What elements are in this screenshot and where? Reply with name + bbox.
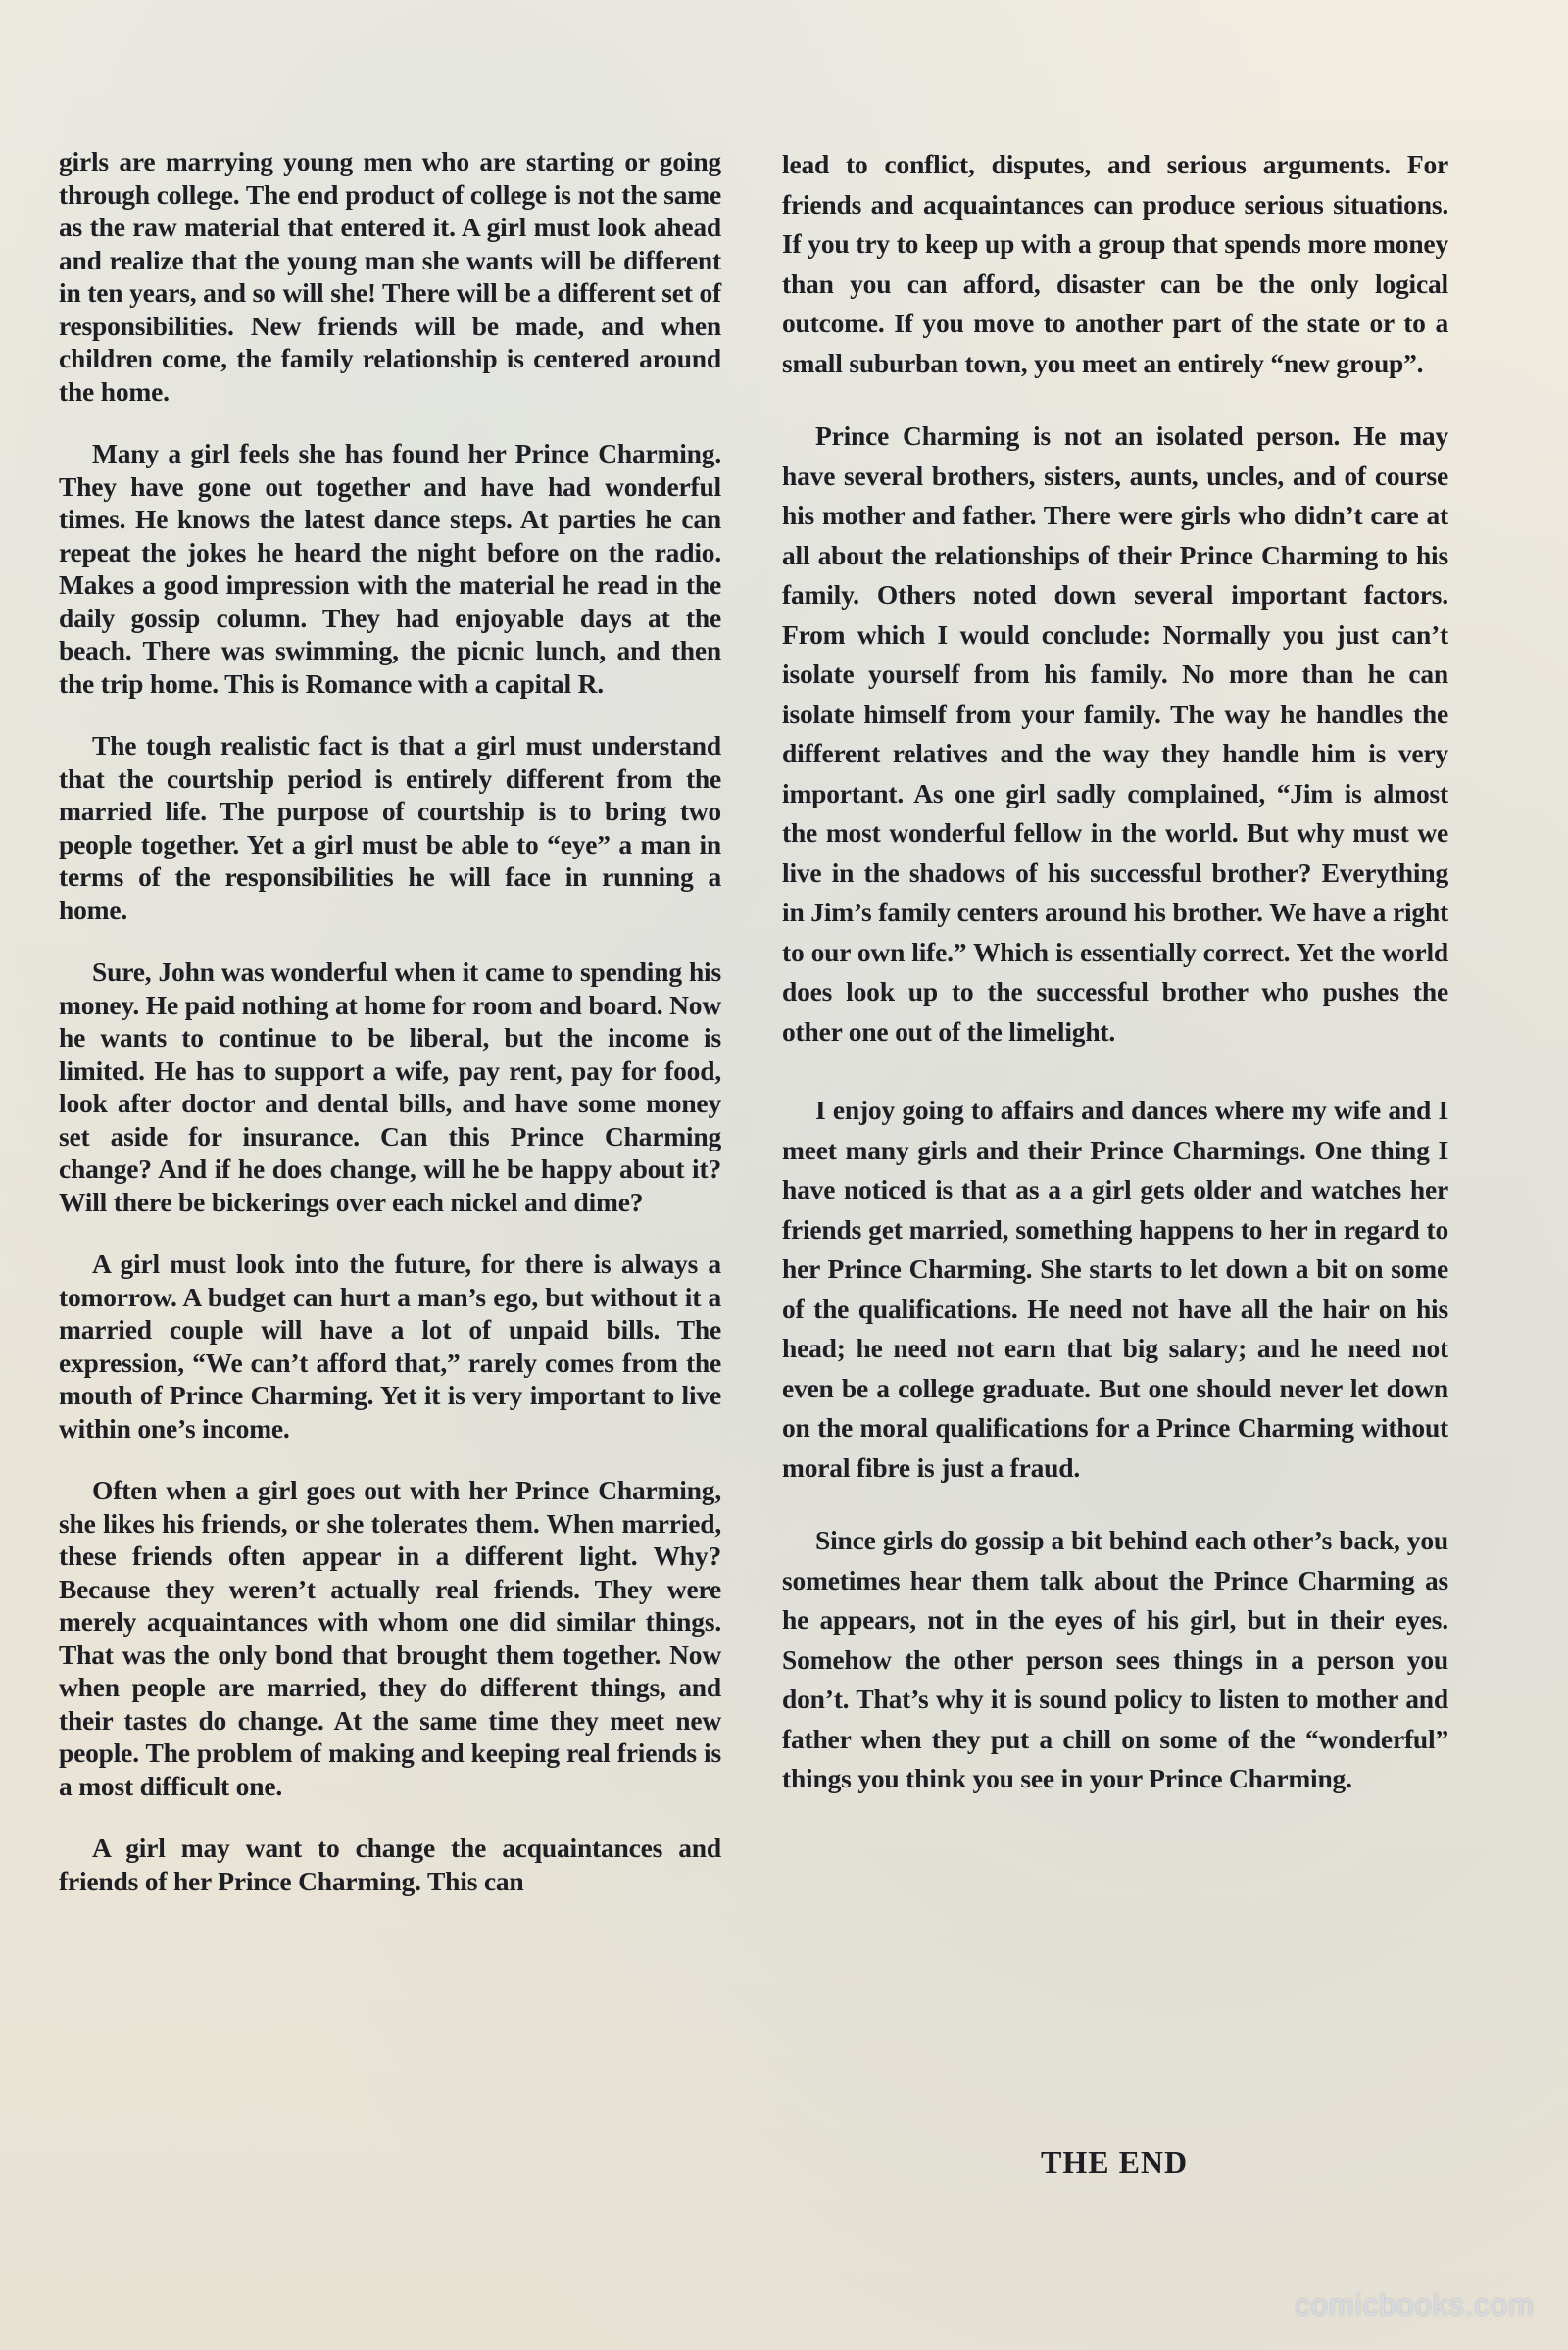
paragraph: Prince Charming is not an isolated person. He may have several brothers, sisters, aunts, uncles, and of course his mother and father. There were girls who didn’t care at all about the relationships of their Prince Charming to his family. Others noted down several important factors. From which I would conclude: Normally you just can’t isolate yourself from his family. No more than he can isolate himself from your family. The way he handles the different relatives and the way they handle him is very important. As one girl sadly complained, “Jim is almost the most wonderful fellow in the world. But why must we live in the shadows of his successful brother? Everything in Jim’s family centers around his brother. We have a right to our own life.” Which is essentially correct. Yet the world does look up to the successful brother who pushes the other one out of the limelight.	[782, 420, 1448, 1047]
paragraph: A girl must look into the future, for there is always a tomorrow. A budget can hurt a man’s ego, but without it a married couple will have a lot of unpaid bills. The expression, “We can’t afford that,” rarely comes from the mouth of Prince Charming. Yet it is very important to live within one’s income.	[59, 1248, 721, 1444]
paragraph: Sure, John was wonderful when it came to spending his money. He paid nothing at home for room and board. Now he wants to continue to be liberal, but the income is limited. He has to support a wife, pay rent, pay for food, look after doctor and dental bills, and have some money set aside for insurance. Can this Prince Charming change? And if he does change, will he be happy about it? Will there be bickerings over each nickel and dime?	[59, 956, 721, 1217]
paragraph: A girl may want to change the acquaintances and friends of her Prince Charming. This can	[59, 1833, 721, 1896]
left-text-column	[59, 145, 721, 1927]
paragraph: girls are marrying young men who are starting or going through college. The end product of college is not the same as the raw material that entered it. A girl must look ahead and realize that the young man she wants will be different in ten years, and so will she! There will be a different set of responsibilities. New friends will be made, and when children come, the family relationship is centered around the home.	[59, 146, 721, 407]
right-text-column	[782, 145, 1448, 1833]
watermark-text: comicbooks.com	[1295, 2287, 1535, 2322]
the-end-label: THE END	[1041, 2144, 1189, 2179]
paragraph: Since girls do gossip a bit behind each other’s back, you sometimes hear them talk about the Prince Charming as he appears, not in the eyes of his girl, but in their eyes. Somehow the other person sees things in a person you don’t. That’s why it is sound policy to listen to mother and father when they put a chill on some of the “wonderful” things you think you see in your Prince Charming.	[782, 1525, 1448, 1793]
paragraph: The tough realistic fact is that a girl must understand that the courtship period is entirely different from the married life. The purpose of courtship is to bring two people together. Yet a girl must be able to “eye” a man in terms of the responsibilities he will face in running a home.	[59, 730, 721, 925]
paragraph: lead to conflict, disputes, and serious arguments. For friends and acquaintances can produce serious situations. If you try to keep up with a group that spends more money than you can afford, disaster can be the only logical outcome. If you move to another part of the state or to a small suburban town, you meet an entirely “new group”.	[782, 149, 1448, 378]
paragraph: Many a girl feels she has found her Prince Charming. They have gone out together and have had wonderful times. He knows the latest dance steps. At parties he can repeat the jokes he heard the night before on the radio. Makes a good impression with the material he read in the daily gossip column. They had enjoyable days at the beach. There was swimming, the picnic lunch, and then the trip home. This is Romance with a capital R.	[59, 438, 721, 699]
paragraph: I enjoy going to affairs and dances where my wife and I meet many girls and their Prince Charmings. One thing I have noticed is that as a a girl gets older and watches her friends get married, something happens to her in regard to her Prince Charming. She starts to let down a bit on some of the qualifications. He need not have all the hair on his head; he need not earn that big salary; and he need not even be a college graduate. But one should never let down on the moral qualifications for a Prince Charming without moral fibre is just a fraud.	[782, 1095, 1448, 1483]
paragraph: Often when a girl goes out with her Prince Charming, she likes his friends, or she tolerates them. When married, these friends often appear in a different light. Why? Because they weren’t actually real friends. They were merely acquaintances with whom one did similar things. That was the only bond that brought them together. Now when people are married, they do different things, and their tastes do change. At the same time they meet new people. The problem of making and keeping real friends is a most difficult one.	[59, 1475, 721, 1801]
